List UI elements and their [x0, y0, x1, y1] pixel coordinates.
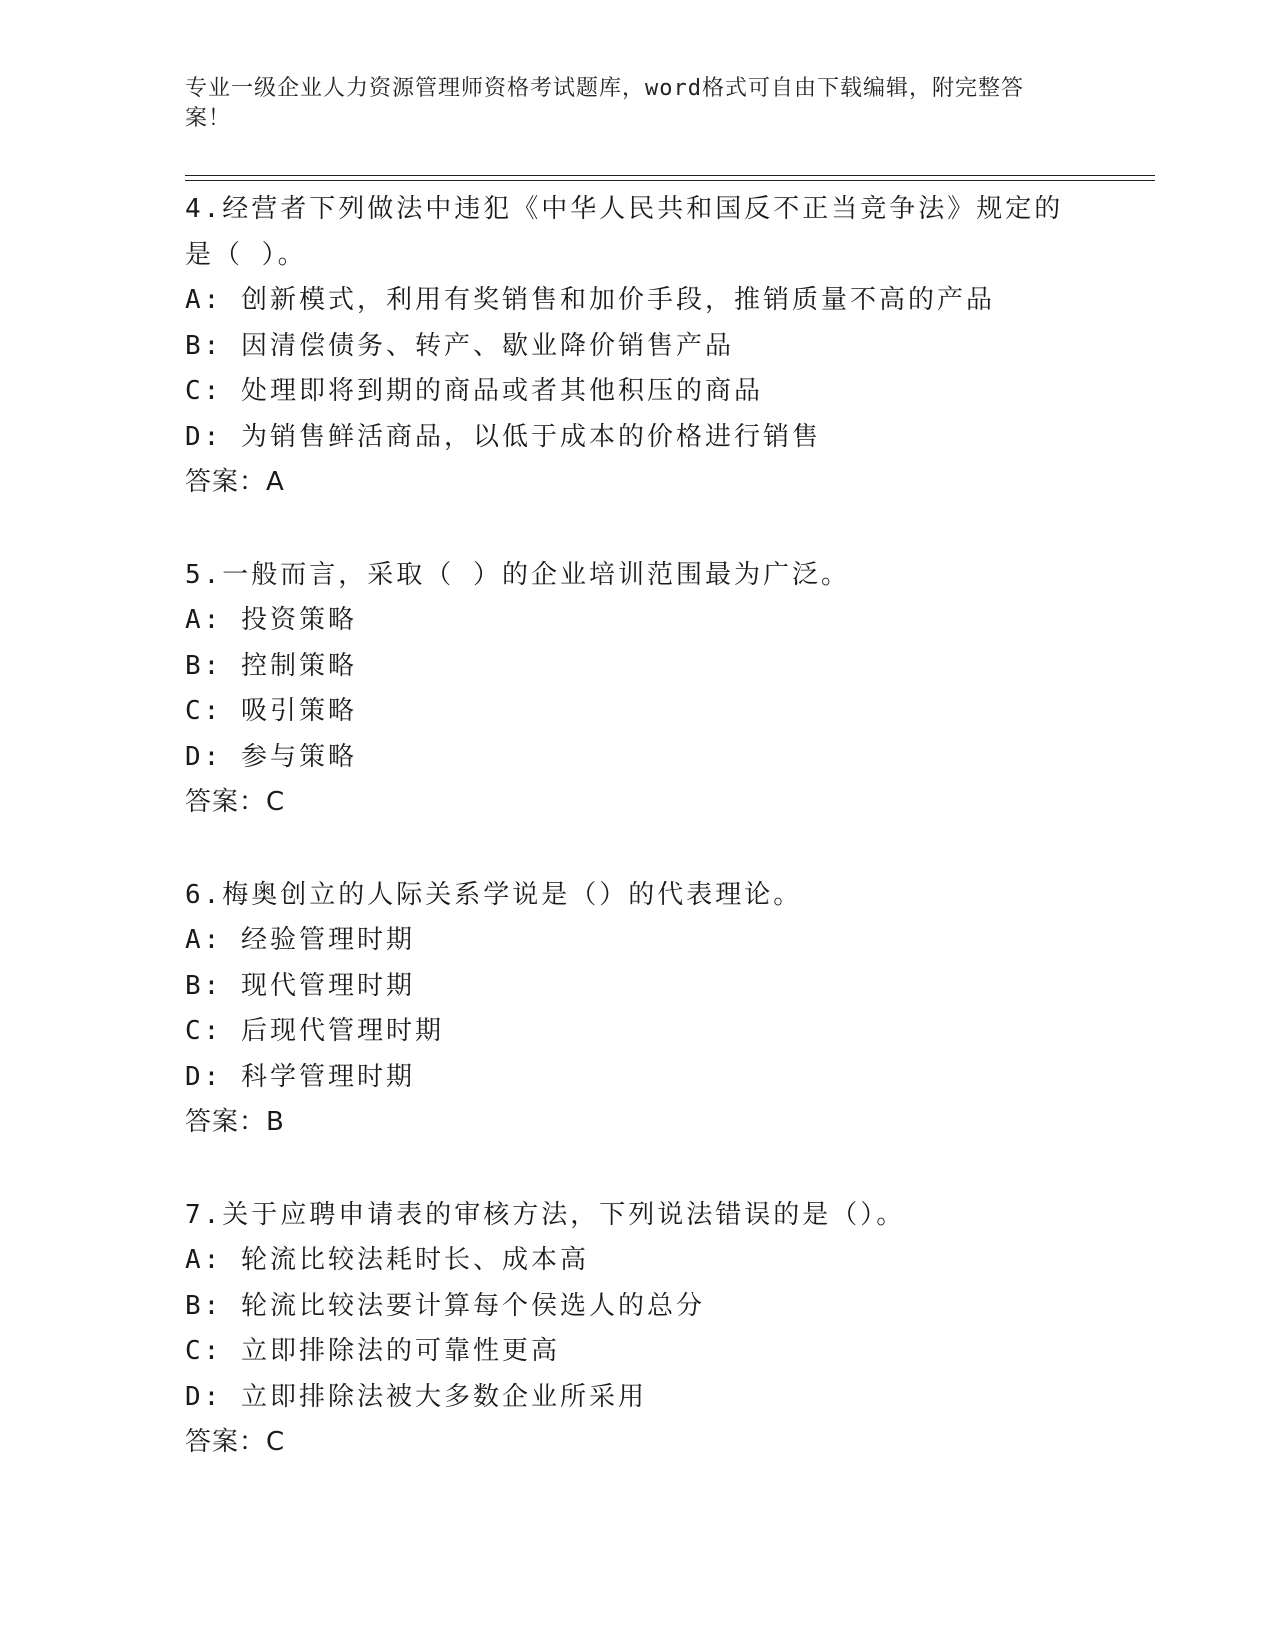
option-a: A: 创新模式，利用有奖销售和加价手段，推销质量不高的产品	[185, 285, 995, 315]
question-stem: 6.梅奥创立的人际关系学说是（）的代表理论。	[185, 879, 803, 910]
question-5	[185, 553, 1085, 826]
option-c: C: 处理即将到期的商品或者其他积压的商品	[185, 376, 763, 406]
answer-line: 答案：C	[185, 1427, 286, 1457]
question-list	[185, 187, 1085, 1513]
question-stem: 4.经营者下列做法中违犯《中华人民共和国反不正当竞争法》规定的是（ ）。	[185, 194, 1064, 270]
header-rule-bottom	[185, 180, 1155, 181]
option-d: D: 科学管理时期	[185, 1061, 415, 1092]
option-d: D: 参与策略	[185, 741, 357, 772]
option-a: A: 轮流比较法耗时长、成本高	[185, 1245, 589, 1275]
option-b: B: 因清偿债务、转产、歇业降价销售产品	[185, 330, 734, 361]
option-c: C: 后现代管理时期	[185, 1016, 444, 1046]
answer-line: 答案：A	[185, 467, 285, 497]
answer-line: 答案：C	[185, 787, 286, 817]
question-4	[185, 187, 1085, 506]
option-b: B: 控制策略	[185, 650, 357, 681]
question-stem: 5.一般而言，采取（ ）的企业培训范围最为广泛。	[185, 559, 850, 590]
document-header: 专业一级企业人力资源管理师资格考试题库，word格式可自由下载编辑，附完整答案！	[185, 76, 1024, 131]
question-stem: 7.关于应聘申请表的审核方法，下列说法错误的是（）。	[185, 1199, 906, 1230]
option-b: B: 现代管理时期	[185, 970, 415, 1001]
option-c: C: 吸引策略	[185, 696, 357, 726]
question-7	[185, 1193, 1085, 1466]
option-c: C: 立即排除法的可靠性更高	[185, 1336, 560, 1366]
answer-line: 答案：B	[185, 1107, 285, 1137]
option-a: A: 经验管理时期	[185, 925, 415, 955]
option-d: D: 为销售鲜活商品，以低于成本的价格进行销售	[185, 421, 821, 452]
header-rule-top	[185, 175, 1155, 176]
question-6	[185, 873, 1085, 1146]
option-a: A: 投资策略	[185, 605, 357, 635]
option-d: D: 立即排除法被大多数企业所采用	[185, 1381, 647, 1412]
option-b: B: 轮流比较法要计算每个侯选人的总分	[185, 1290, 705, 1321]
